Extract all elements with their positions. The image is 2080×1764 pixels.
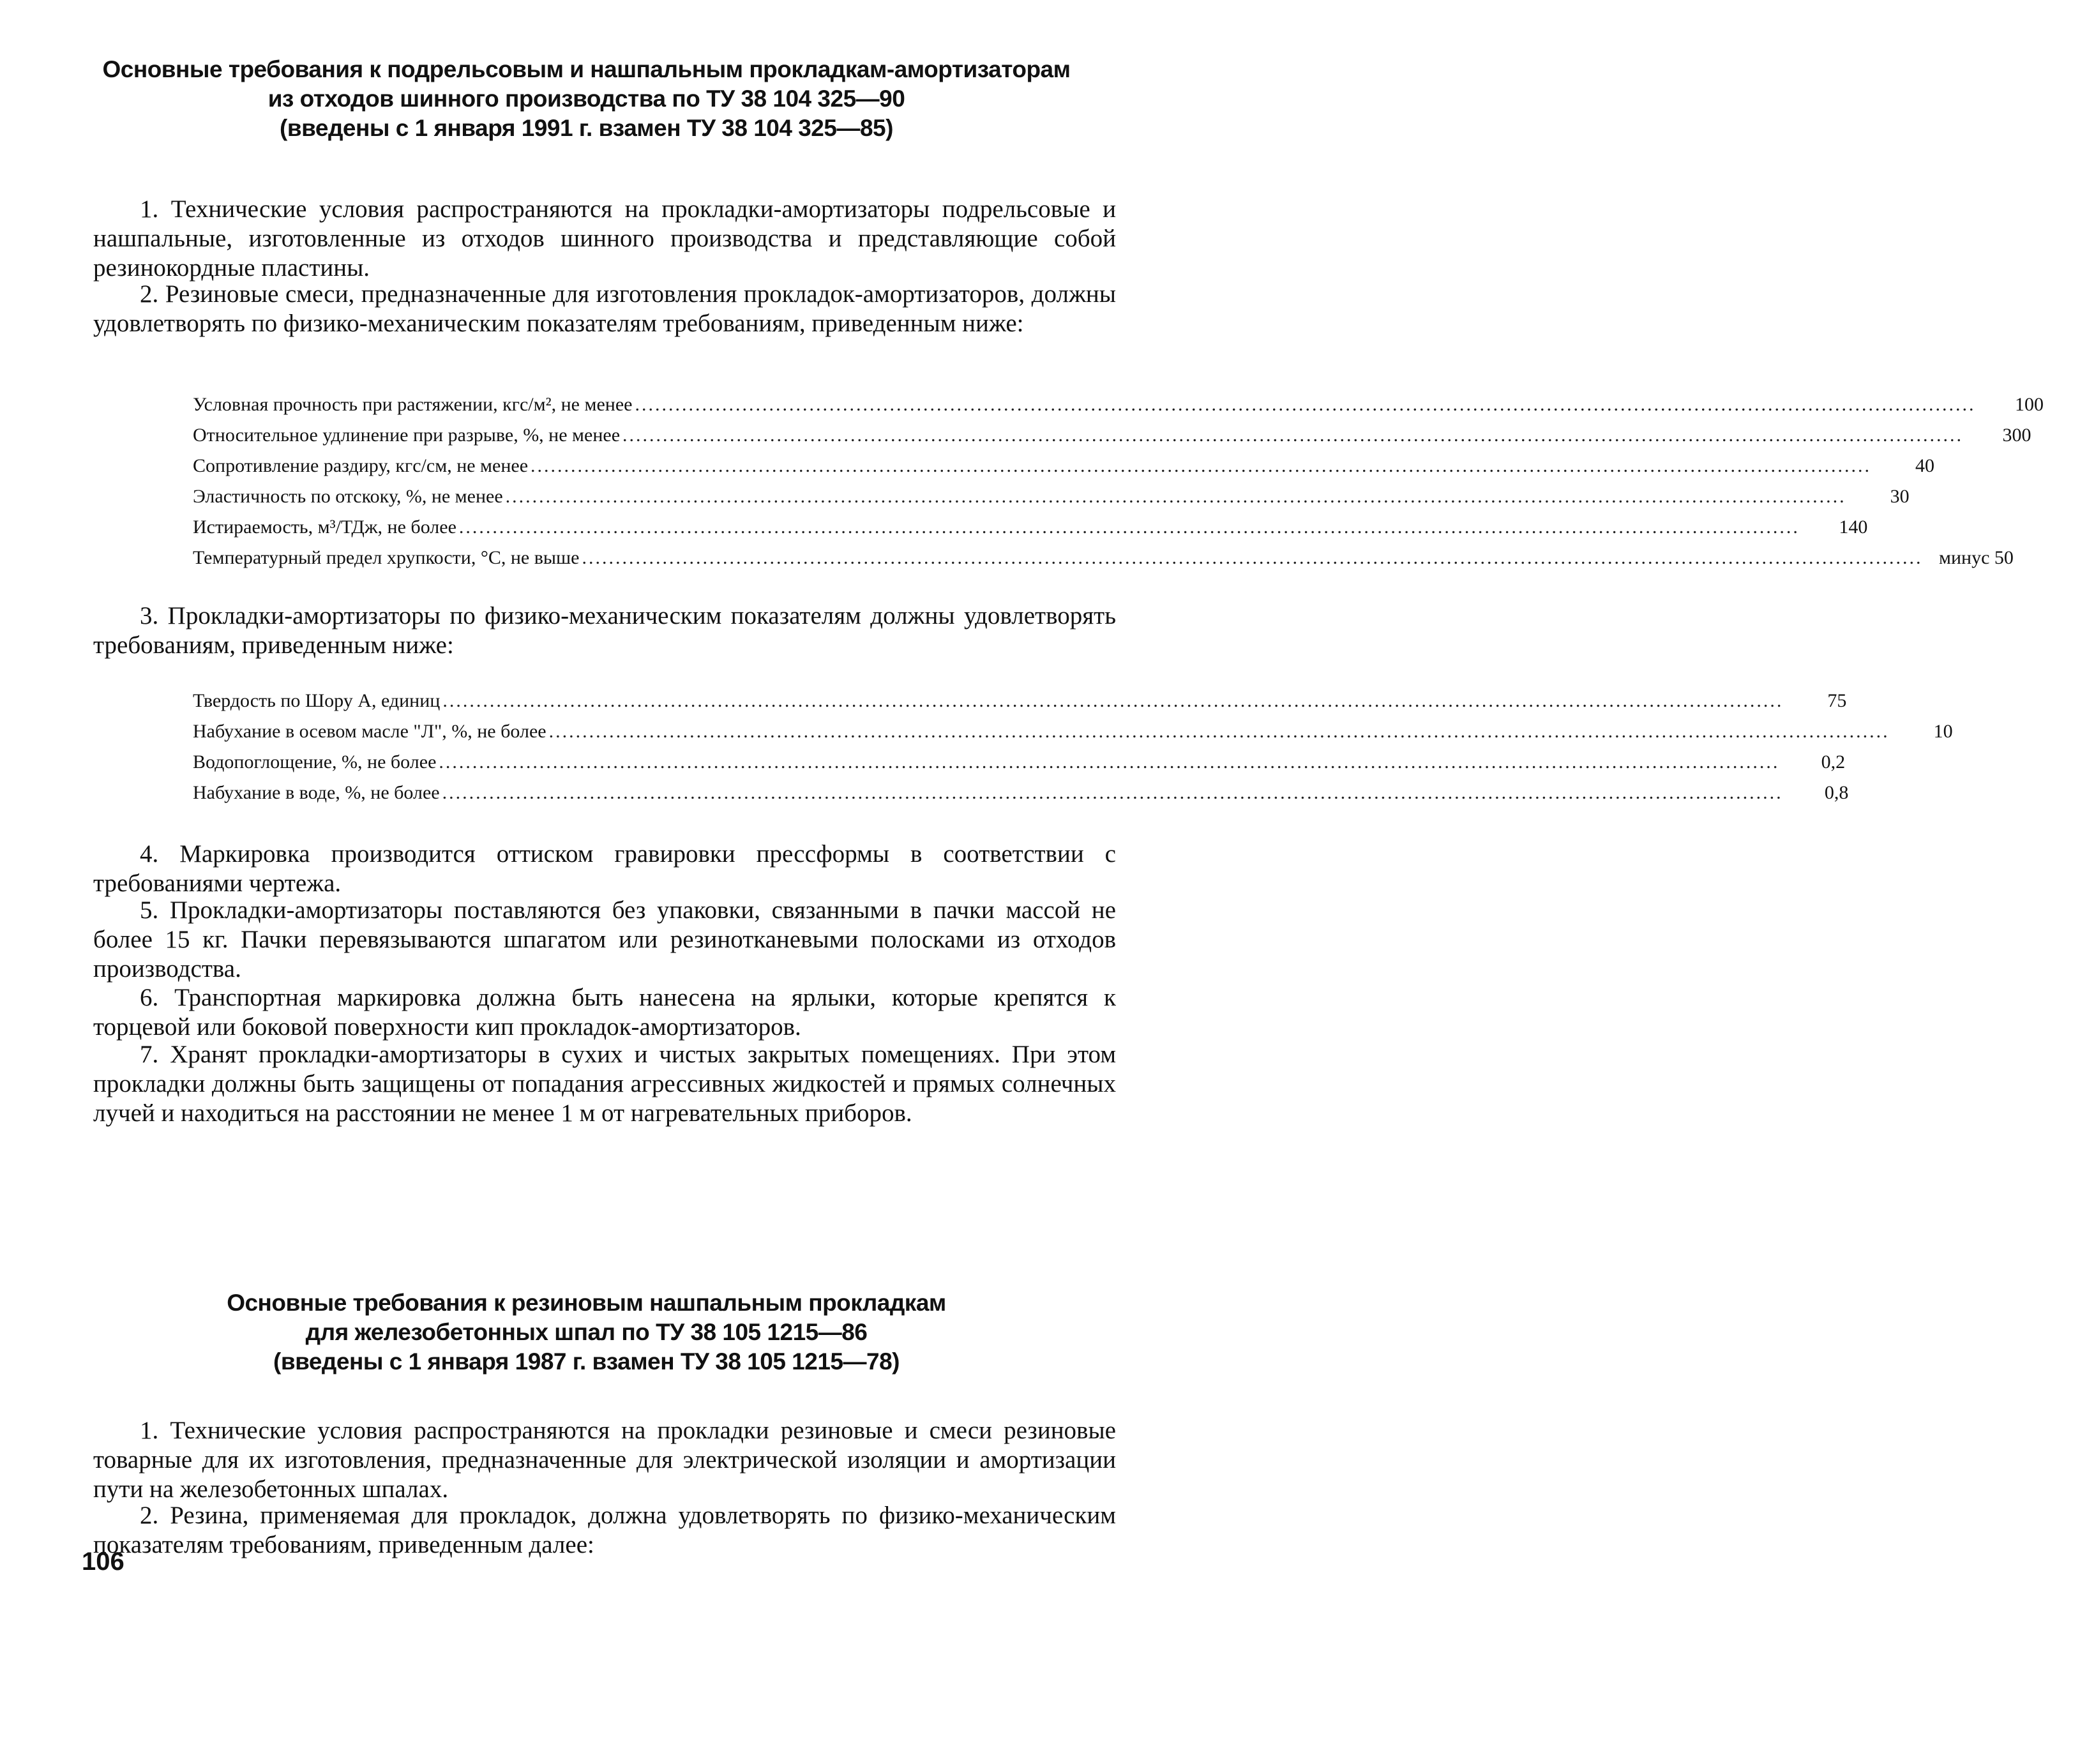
- section1-title-line: из отходов шинного производства по ТУ 38 104 325—90: [268, 86, 905, 112]
- row-label: Истираемость, м³/ТДж, не более: [193, 516, 456, 538]
- row-value: 75: [1827, 690, 1847, 711]
- leader-dots: ........................................................................................................................................................................................................: [458, 516, 1800, 538]
- leader-dots: ........................................................................................................................................................................................................: [505, 486, 1846, 507]
- row-label: Условная прочность при растяжении, кгс/м², не менее: [193, 394, 633, 415]
- page-number: 106: [82, 1548, 124, 1576]
- row-value: 0,8: [1824, 782, 1849, 803]
- row-value: минус 50: [1938, 547, 2014, 568]
- row-value: 10: [1933, 721, 1953, 742]
- section1-paragraph-5: 5. Прокладки-амортизаторы поставляются без упаковки, связанными в пачки массой не более 15 кг. Пачки перевязываются шпагатом или резинотканевыми полосками из отходов производства.: [93, 896, 1116, 983]
- row-label: Набухание в осевом масле "Л", %, не более: [193, 721, 546, 742]
- section1-paragraph-1: 1. Технические условия распространяются на прокладки-амортизаторы подрельсовые и нашпальные, изготовленные из отходов шинного производства и представляющие собой резинокордные пластины.: [93, 195, 1116, 282]
- row-label: Набухание в воде, %, не более: [193, 782, 440, 803]
- table-row: [193, 690, 1847, 721]
- section2-title: [64, 1288, 1109, 1376]
- section1-paragraph-3: 3. Прокладки-амортизаторы по физико-механическим показателям должны удовлетворять требованиям, приведенным ниже:: [93, 602, 1116, 659]
- section2-paragraph-1: 1. Технические условия распространяются на прокладки резиновые и смеси резиновые товарные для их изготовления, предназначенные для электрической изоляции и амортизации пути на железобетонных шпалах.: [93, 1417, 1116, 1503]
- table-row: [193, 425, 2031, 455]
- leader-dots: ........................................................................................................................................................................................................: [548, 721, 1890, 742]
- section1-title: [64, 55, 1109, 143]
- section1-title-line: (введены с 1 января 1991 г. взамен ТУ 38 104 325—85): [280, 115, 893, 141]
- row-value: 300: [2002, 425, 2031, 446]
- pad-properties-table: [193, 690, 1953, 813]
- table-row: [193, 751, 1846, 782]
- section2-title-line: (введены с 1 января 1987 г. взамен ТУ 38 105 1215—78): [273, 1348, 900, 1375]
- leader-dots: ........................................................................................................................................................................................................: [582, 547, 1923, 568]
- section1-paragraph-4: 4. Маркировка производится оттиском гравировки прессформы в соответствии с требованиями чертежа.: [93, 840, 1116, 897]
- row-label: Относительное удлинение при разрыве, %, не менее: [193, 425, 621, 446]
- row-value: 40: [1915, 455, 1935, 476]
- row-value: 0,2: [1821, 751, 1846, 773]
- leader-dots: ........................................................................................................................................................................................................: [439, 751, 1780, 773]
- row-label: Сопротивление раздиру, кгс/см, не менее: [193, 455, 529, 476]
- table-row: [193, 547, 2014, 578]
- section2-paragraph-2: 2. Резина, применяемая для прокладок, должна удовлетворять по физико-механическим показателям требованиям, приведенным далее:: [93, 1502, 1116, 1558]
- leader-dots: ........................................................................................................................................................................................................: [531, 455, 1872, 476]
- row-label: Эластичность по отскоку, %, не менее: [193, 486, 503, 507]
- leader-dots: ........................................................................................................................................................................................................: [635, 394, 1976, 415]
- row-value: 30: [1890, 486, 1910, 507]
- row-value: 140: [1839, 516, 1868, 538]
- table-row: [193, 721, 1953, 751]
- table-row: [193, 394, 2044, 425]
- section1-title-line: Основные требования к подрельсовым и нашпальным прокладкам-амортизаторам: [102, 56, 1071, 82]
- row-value: 100: [2014, 394, 2044, 415]
- row-label: Твердость по Шору А, единиц: [193, 690, 441, 711]
- table-row: [193, 486, 1910, 516]
- row-label: Водопоглощение, %, не более: [193, 751, 437, 773]
- section1-paragraph-6: 6. Транспортная маркировка должна быть нанесена на ярлыки, которые крепятся к торцевой или боковой поверхности кип прокладок-амортизаторов.: [93, 984, 1116, 1041]
- section1-paragraph-2: 2. Резиновые смеси, предназначенные для изготовления прокладок-амортизаторов, должны удовлетворять по физико-механическим показателям требованиям, приведенным ниже:: [93, 280, 1116, 337]
- leader-dots: ........................................................................................................................................................................................................: [622, 425, 1964, 446]
- section1-paragraph-7: 7. Хранят прокладки-амортизаторы в сухих и чистых закрытых помещениях. При этом прокладки должны быть защищены от попадания агрессивных жидкостей и прямых солнечных лучей и находиться на расстоянии не менее 1 м от нагревательных приборов.: [93, 1041, 1116, 1127]
- leader-dots: ........................................................................................................................................................................................................: [442, 782, 1783, 803]
- section2-title-line: для железобетонных шпал по ТУ 38 105 1215—86: [305, 1319, 868, 1345]
- rubber-mix-properties-table: [193, 394, 2044, 578]
- leader-dots: ........................................................................................................................................................................................................: [442, 690, 1784, 711]
- row-label: Температурный предел хрупкости, °С, не выше: [193, 547, 580, 568]
- section2-title-line: Основные требования к резиновым нашпальным прокладкам: [227, 1290, 946, 1316]
- table-row: [193, 782, 1849, 813]
- table-row: [193, 516, 1868, 547]
- table-row: [193, 455, 1935, 486]
